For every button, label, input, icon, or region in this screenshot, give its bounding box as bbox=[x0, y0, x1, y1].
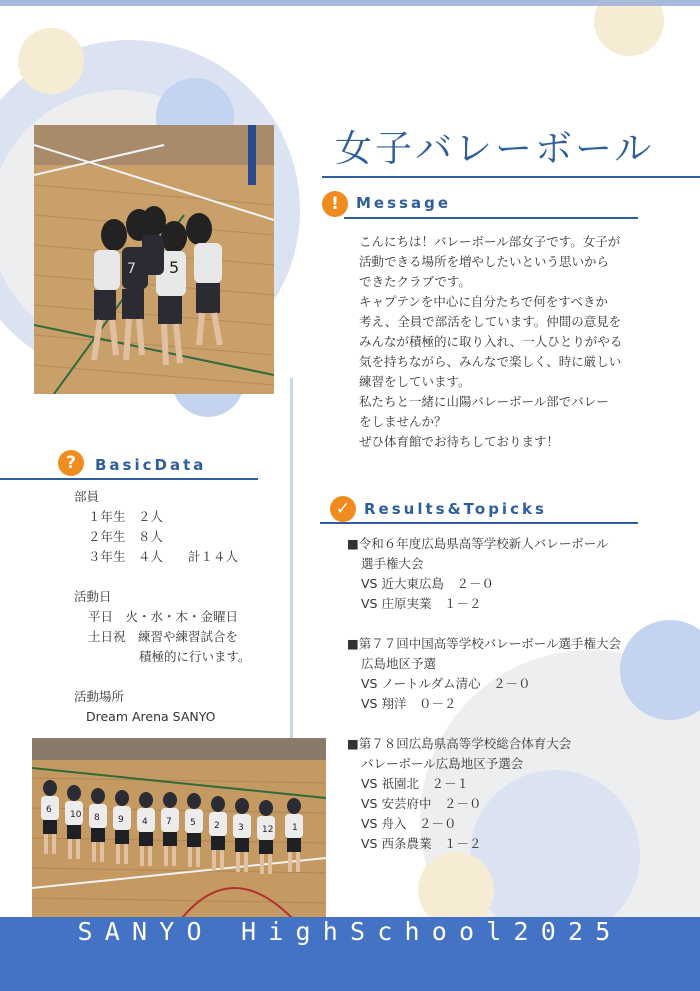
basicdata-body bbox=[74, 487, 251, 727]
match-row: VS 庄原実業 １－２ bbox=[361, 596, 482, 611]
top-bar bbox=[0, 0, 700, 6]
title-underline bbox=[322, 176, 700, 178]
page-title: 女子バレーボール bbox=[335, 127, 655, 170]
svg-text:7: 7 bbox=[127, 261, 136, 277]
message-line: ぜひ体育館でお待ちしております！ bbox=[359, 434, 560, 449]
svg-text:2: 2 bbox=[214, 821, 220, 831]
divider-line bbox=[290, 378, 293, 738]
message-body bbox=[359, 232, 622, 452]
match-row: VS 舟入 ２－０ bbox=[361, 816, 457, 831]
place-label: 活動場所 bbox=[74, 689, 125, 704]
event-title: バレーボール広島地区予選会 bbox=[361, 756, 524, 771]
message-line: をしませんか？ bbox=[359, 414, 447, 429]
message-line: 私たちと一緒に山陽バレーボール部でバレー bbox=[359, 394, 609, 409]
event-title: 選手権大会 bbox=[361, 556, 424, 571]
svg-text:10: 10 bbox=[70, 810, 82, 820]
event-title: ■令和６年度広島県高等学校新人バレーボール bbox=[347, 536, 609, 551]
message-line: できたクラブです。 bbox=[359, 274, 471, 289]
basicdata-heading: BasicData bbox=[95, 456, 207, 474]
members-row: １年生 ２人 bbox=[88, 509, 164, 524]
weekday-row: 平日 火・水・木・金曜日 bbox=[88, 609, 239, 624]
event-title: ■第７８回広島県高等学校総合体育大会 bbox=[347, 736, 572, 751]
members-row: ３年生 ４人 計１４人 bbox=[88, 549, 239, 564]
results-body bbox=[347, 534, 621, 854]
team-huddle-photo bbox=[34, 125, 274, 394]
svg-text:8: 8 bbox=[94, 813, 100, 823]
match-row: VS 翔洋 ０－２ bbox=[361, 696, 457, 711]
basicdata-underline bbox=[0, 478, 258, 480]
message-line: みんなが積極的に取り入れ、一人ひとりがやる bbox=[359, 334, 623, 349]
decor-circle bbox=[594, 0, 664, 56]
message-line: 練習をしています。 bbox=[359, 374, 471, 389]
svg-text:6: 6 bbox=[46, 805, 52, 815]
message-line: 考え、全員で部活をしています。仲間の意見を bbox=[359, 314, 622, 329]
svg-text:1: 1 bbox=[292, 823, 298, 833]
match-row: VS ノートルダム清心 ２－０ bbox=[361, 676, 531, 691]
message-line: 気を持ちながら、みんなで楽しく、時に厳しい bbox=[359, 354, 622, 369]
event-title: ■第７７回中国高等学校バレーボール選手権大会 bbox=[347, 636, 622, 651]
message-line: キャプテンを中心に自分たちで何をすべきか bbox=[359, 294, 609, 309]
svg-text:4: 4 bbox=[142, 817, 148, 827]
svg-text:9: 9 bbox=[118, 815, 124, 825]
match-row: VS 西条農業 １－２ bbox=[361, 836, 482, 851]
members-row: ２年生 ８人 bbox=[88, 529, 164, 544]
decor-circle bbox=[18, 28, 84, 94]
footer-text: SANYO HighSchool2025 bbox=[77, 917, 623, 946]
exclamation-icon: ! bbox=[322, 191, 348, 217]
svg-text:3: 3 bbox=[238, 823, 244, 833]
svg-text:5: 5 bbox=[169, 258, 180, 277]
place-value: Dream Arena SANYO bbox=[86, 709, 216, 724]
message-line: 活動できる場所を増やしたいという思いから bbox=[359, 254, 610, 269]
team-lineup-photo bbox=[32, 738, 326, 918]
message-underline bbox=[344, 217, 638, 219]
svg-text:12: 12 bbox=[262, 825, 274, 835]
weekend-row-2: 積極的に行います。 bbox=[139, 649, 251, 664]
members-label: 部員 bbox=[74, 489, 100, 504]
question-icon: ? bbox=[58, 450, 84, 476]
results-underline bbox=[320, 522, 638, 524]
match-row: VS 安芸府中 ２－０ bbox=[361, 796, 482, 811]
svg-text:5: 5 bbox=[190, 818, 196, 828]
weekend-row: 土日祝 練習や練習試合を bbox=[88, 629, 239, 644]
svg-text:7: 7 bbox=[166, 817, 172, 827]
message-heading: Message bbox=[356, 194, 451, 212]
event-title: 広島地区予選 bbox=[361, 656, 437, 671]
results-heading: Results&Topicks bbox=[364, 500, 547, 518]
match-row: VS 近大東広島 ２－０ bbox=[361, 576, 494, 591]
days-label: 活動日 bbox=[74, 589, 112, 604]
match-row: VS 祇園北 ２－１ bbox=[361, 776, 469, 791]
check-icon: ✓ bbox=[330, 496, 356, 522]
message-line: こんにちは！バレーボール部女子です。女子が bbox=[359, 234, 621, 249]
